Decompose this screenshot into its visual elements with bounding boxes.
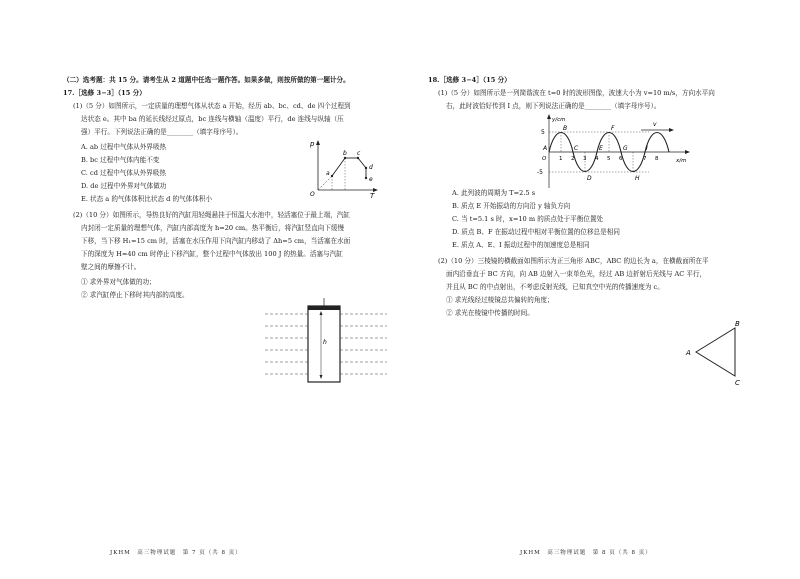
pt-point-d: d [369, 164, 373, 171]
wave-point-i: I [646, 145, 648, 152]
wave-x-tick: 3 [583, 156, 587, 162]
pt-point-b: b [343, 150, 347, 157]
q18-option-c: C. 当 t=5.1 s 时，x=10 m 的质点处于平衡位置处 [452, 215, 604, 223]
q17-part2-line: 下的深度为 H=40 cm 时停止下移汽缸，整个过程中气体放出 100 J 的热量。活塞与汽缸 [81, 250, 343, 258]
pt-point-c: c [357, 150, 361, 157]
cylinder-h-label: h [323, 339, 327, 346]
pt-point-e: e [369, 176, 373, 183]
q18-option-b: B. 质点 E 开始振动的方向沿 y 轴负方向 [452, 202, 571, 210]
triangle-label-a: A [686, 349, 691, 357]
q17-part2-line: (2)（10 分）如图所示，导热良好的汽缸用轻绳悬挂于恒温大水池中，轻活塞位于最上端，汽缸 [73, 211, 350, 219]
wave-graph [533, 112, 693, 192]
q17-part1-line: 达状态 e。其中 ba 的延长线经过原点，bc 连线与横轴（温度）平行，de 连线与纵轴（压 [81, 115, 344, 123]
q17-option-d: D. de 过程中外界对气体做功 [81, 182, 167, 190]
pt-graph [300, 138, 380, 198]
q17-part2-line: 壁之间的摩擦不计。 [81, 263, 141, 271]
q17-part1-line: 强）平行。下列说法正确的是________（填字母序号）。 [81, 128, 243, 136]
q17-part1-line: (1)（5 分）如图所示，一定质量的理想气体从状态 a 开始，经历 ab、bc、cd、de 四个过程到 [73, 102, 351, 110]
wave-point-d: D [587, 175, 592, 182]
wave-x-tick: 5 [607, 156, 611, 162]
right-page [400, 0, 800, 579]
wave-point-b: B [563, 125, 568, 132]
pt-point-a: a [326, 170, 330, 177]
wave-velocity-label: v [653, 121, 657, 128]
q17-part2-line: 内封闭一定质量的理想气体，汽缸内部高度为 h=20 cm。热平衡后，将汽缸竖直向下缓慢 [81, 224, 345, 232]
q17-option-b: B. bc 过程中气体内能不变 [81, 156, 160, 164]
wave-point-e: E [599, 145, 603, 152]
pt-y-label: p [310, 140, 315, 148]
q18-part1-line: (1)（5 分）如图所示是一列简谐波在 t=0 时的波形图像，波速大小为 v=10 m/s，方向水平向 [438, 89, 715, 97]
left-footer: JKHM 高三物理试题 第 7 页（共 8 页） [110, 550, 242, 556]
q17-option-a: A. ab 过程中气体从外界吸热 [81, 143, 167, 151]
pt-origin: O [310, 191, 315, 198]
q18-part2-line: 并且从 BC 的中点射出，不考虑反射光线，已知真空中光的传播速度为 c。 [446, 283, 664, 291]
wave-point-f: F [611, 125, 615, 132]
q18-option-a: A. 此列波的周期为 T=2.5 s [452, 189, 536, 197]
q17-part2-line: 下移，当下移 H₁=15 cm 时，活塞在水压作用下向汽缸内移动了 Δh=5 cm，当活塞在水面 [81, 237, 351, 245]
cylinder-diagram [265, 298, 387, 386]
q17-sub-1: ① 求外界对气体做的功； [81, 278, 156, 286]
wave-point-h: H [635, 175, 640, 182]
q17-option-c: C. cd 过程中气体从外界吸热 [81, 169, 166, 177]
wave-y-tick-neg5: -5 [537, 169, 543, 176]
q17-title: 17.［选修 3−3］（15 分） [63, 89, 146, 97]
triangle-label-c: C [735, 379, 740, 387]
wave-y-label: y/cm [552, 117, 566, 123]
prism-triangle [680, 318, 750, 388]
wave-x-tick: 8 [655, 156, 659, 162]
wave-x-tick: 4 [595, 156, 599, 162]
wave-point-a: A [543, 145, 548, 152]
q18-title: 18.［选修 3−4］（15 分） [428, 76, 511, 84]
q17-sub-2: ② 求汽缸停止下移时其内部的高度。 [81, 291, 189, 299]
wave-x-tick: 1 [559, 156, 563, 162]
q18-sub-2: ② 求光在棱镜中传播的时间。 [446, 309, 534, 317]
triangle-label-b: B [735, 320, 740, 328]
q18-part2-line: 面内沿垂直于 BC 方向，向 AB 边射入一束单色光，经过 AB 边折射后光线与 AC 平行， [446, 270, 707, 278]
right-footer: JKHM 高三物理试题 第 8 页（共 8 页） [520, 550, 652, 556]
q18-option-e: E. 质点 A、E、I 振动过程中的加速度总是相同 [452, 241, 590, 249]
wave-point-c: C [574, 145, 579, 152]
wave-origin: O [542, 156, 547, 162]
pt-x-label: T [370, 192, 375, 198]
section-header: （二）选考题：共 15 分。请考生从 2 道题中任选一题作答。如果多做，则按所做的第一题计分。 [63, 76, 350, 84]
q18-sub-1: ① 求光线经过棱镜总共偏转的角度； [446, 296, 554, 304]
wave-x-tick: 6 [619, 156, 623, 162]
wave-x-label: x/m [676, 158, 687, 164]
wave-x-tick: 2 [571, 156, 575, 162]
q17-option-e: E. 状态 a 的气体体积比状态 d 的气体体积小 [81, 195, 213, 203]
wave-point-g: G [623, 145, 628, 152]
wave-x-tick: 7 [643, 156, 647, 162]
q18-option-d: D. 质点 B、F 在振动过程中相对平衡位置的位移总是相同 [452, 228, 620, 236]
q18-part2-line: (2)（10 分）三棱镜的横截面如图所示为正三角形 ABC，ABC 的边长为 a，在横截面所在平 [438, 257, 709, 265]
q18-part1-line: 右，此时波恰好传到 I 点，则下列说法正确的是________（填字母序号）。 [446, 102, 661, 110]
wave-y-tick-5: 5 [541, 129, 545, 136]
